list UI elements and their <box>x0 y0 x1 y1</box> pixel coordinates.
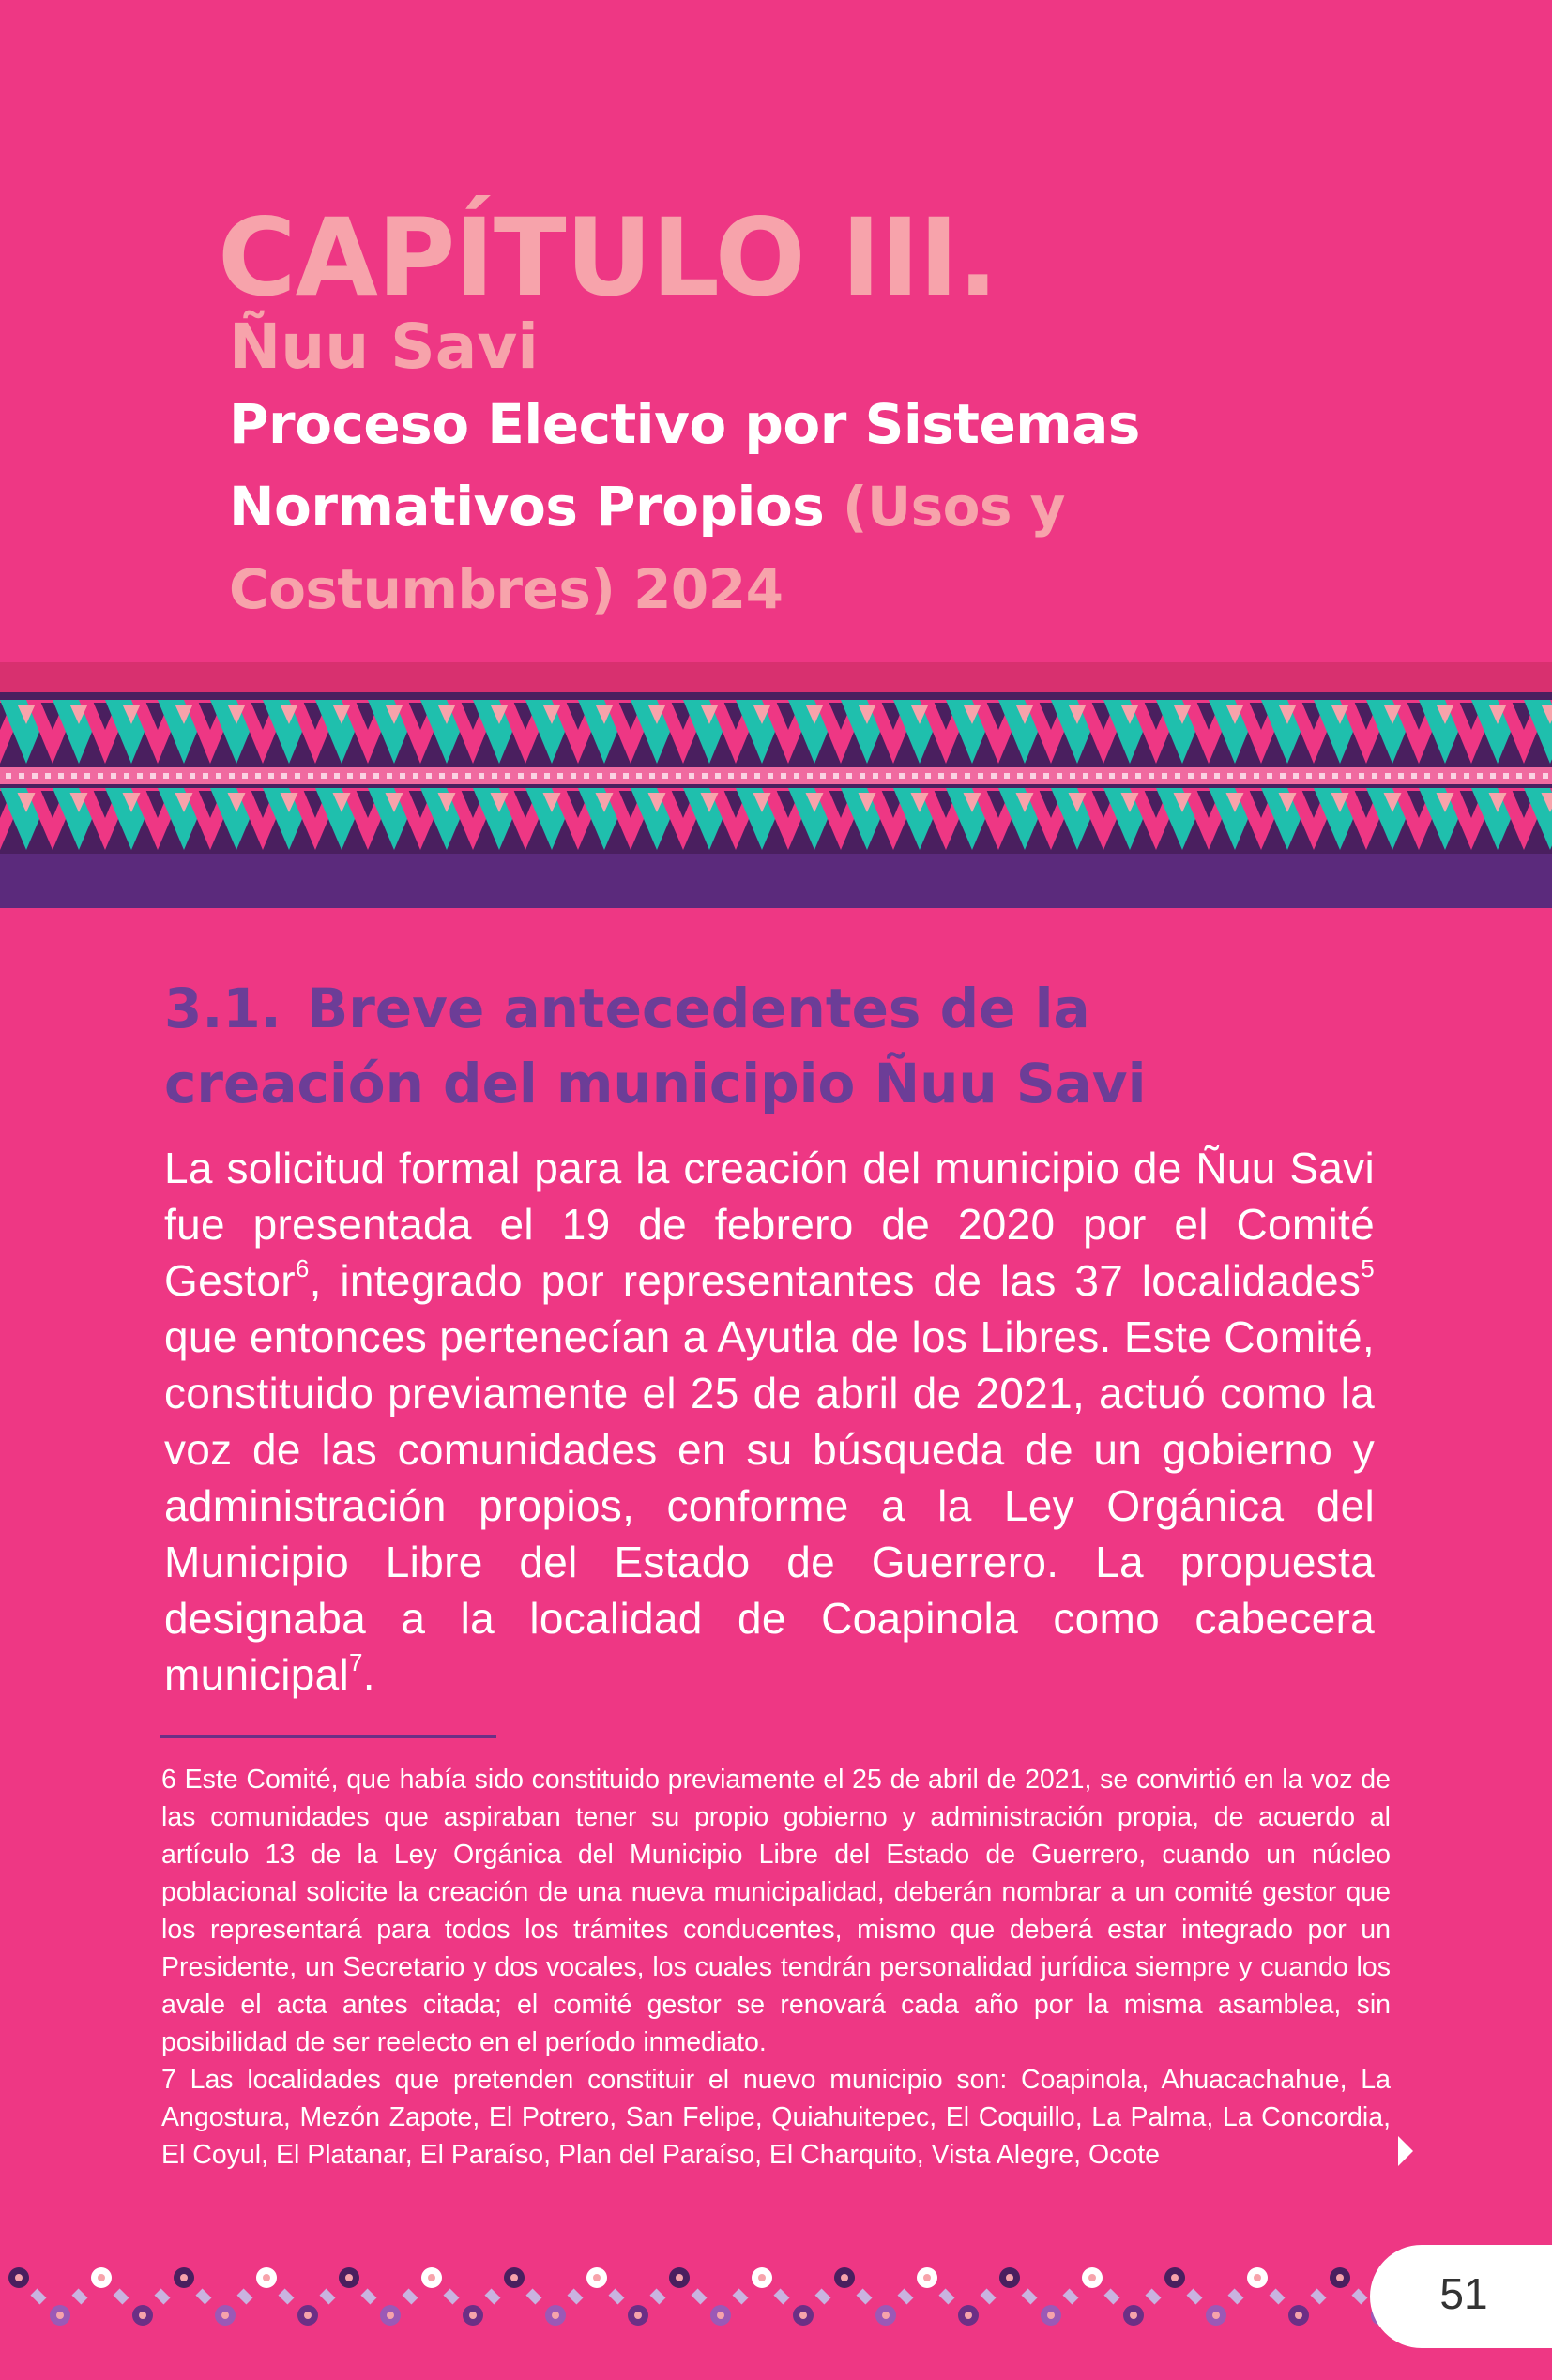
chapter-subtitle: Ñuu Savi <box>229 311 539 383</box>
footnote-7: 7 Las localidades que pretenden constituir el nuevo municipio son: Coapinola, Ahuacachahue, La Angostura, Mezón Zapote, El Potrero, San Felipe, Quiahuitepec, El Coquillo, La Palma, La Concordia, El Coyul, El Platanar, El Paraíso, Plan del Paraíso, El Charquito, Vista Alegre, Ocote <box>161 2065 1391 2170</box>
chapter-heading-line-2 <box>229 465 1355 548</box>
footnote-6: 6 Este Comité, que había sido constituido previamente el 25 de abril de 2021, se convirtió en la voz de las comunidades que aspiraban tener su propio gobierno y administración propia, de acuerdo al artículo 13 de la Ley Orgánica del Municipio Libre del Estado de Guerrero, cuando un núcleo poblacional solicite la creación de una nueva municipalidad, deberán nombrar a un comité gestor que los representará para todos los trámites conducentes, mismo que deberá estar integrado por un Presidente, un Secretario y dos vocales, los cuales tendrán personalidad jurídica siempre y cuando los avale el acta antes citada; el comité gestor se renovará cada año por la misma asamblea, sin posibilidad de ser reelecto en el período inmediato. <box>161 1765 1391 2057</box>
footnote-ref-6: 6 <box>295 1254 310 1282</box>
chapter-heading-line-3: Costumbres) 2024 <box>229 557 784 621</box>
body-text-3: que entonces pertenecían a Ayutla de los Libres. Este Comité, constituido previamente el 25 de abril de 2021, actuó como la voz de las comunidades en su búsqueda de un gobierno y administración propios, conforme a la Ley Orgánica del Municipio Libre del Estado de Guerrero. La propuesta designaba a la localidad de Coapinola como cabecera municipal <box>164 1312 1375 1699</box>
footnote-ref-7: 7 <box>349 1648 363 1676</box>
section-title-line-1: Breve antecedentes de la <box>307 977 1090 1040</box>
decorative-triangle-band <box>0 662 1552 908</box>
body-paragraph <box>164 1140 1375 1703</box>
footnotes <box>161 1761 1391 2174</box>
page-number: 51 <box>1439 2269 1488 2318</box>
chapter-heading-line-2-text: Normativos Propios <box>229 475 843 538</box>
chapter-heading-line-2-accent: (Usos y <box>842 475 1065 538</box>
body-text-4: . <box>362 1650 375 1699</box>
body-text-1: La solicitud formal para la creación del municipio de Ñuu Savi fue presentada el 19 de febrero de 2020 por el Comité Gestor <box>164 1144 1375 1305</box>
section-heading <box>164 971 1147 1121</box>
chapter-heading <box>229 383 1355 630</box>
footnote-divider <box>160 1735 496 1738</box>
decorative-flower-band <box>0 2250 1552 2343</box>
triangle-right-icon <box>1398 2136 1413 2166</box>
section-heading-line-1 <box>164 971 1147 1046</box>
section-number: 3.1. <box>164 977 281 1040</box>
footnote-ref-5: 5 <box>1361 1254 1375 1282</box>
body-text-2: , integrado por representantes de las 37 localidades <box>309 1256 1362 1305</box>
chapter-heading-line-1: Proceso Electivo por Sistemas <box>229 392 1140 456</box>
section-title-line-2: creación del municipio Ñuu Savi <box>164 1052 1147 1115</box>
chapter-title: CAPÍTULO III. <box>218 195 997 320</box>
